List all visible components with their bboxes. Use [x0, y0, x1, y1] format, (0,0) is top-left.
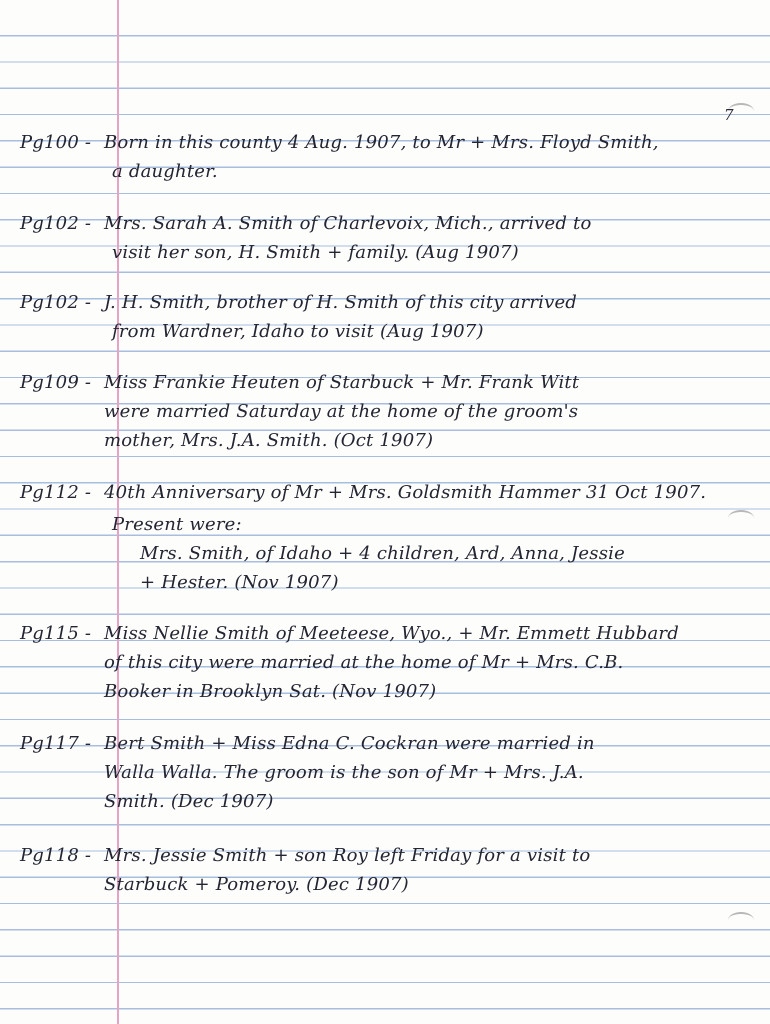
entry-text: a daughter. — [112, 161, 218, 182]
entry-continuation-line — [20, 874, 409, 895]
page-number: 7 — [724, 106, 734, 124]
entry-continuation-line — [20, 681, 436, 702]
entry-text: Mrs. Sarah A. Smith of Charlevoix, Mich., arrived to — [104, 213, 592, 234]
punch-hole — [728, 510, 754, 526]
entry-continuation-line — [20, 161, 218, 182]
entry-text: Mrs. Smith, of Idaho + 4 children, Ard, Anna, Jessie — [140, 543, 625, 564]
entry-text: Booker in Brooklyn Sat. (Nov 1907) — [104, 681, 437, 702]
page-reference: Pg102 - — [20, 292, 92, 313]
page-reference: Pg100 - — [20, 132, 92, 153]
margin-line — [117, 0, 119, 1024]
entry-first-line — [20, 733, 595, 754]
entry-text: Miss Frankie Heuten of Starbuck + Mr. Frank Witt — [104, 372, 580, 393]
entry-first-line — [20, 482, 706, 503]
entry-text: Miss Nellie Smith of Meeteese, Wyo., + Mr. Emmett Hubbard — [104, 623, 679, 644]
entry-first-line — [20, 623, 679, 644]
page-reference: Pg102 - — [20, 213, 92, 234]
entry-text: mother, Mrs. J.A. Smith. (Oct 1907) — [104, 430, 434, 451]
entry-text: from Wardner, Idaho to visit (Aug 1907) — [112, 321, 484, 342]
entry-text: + Hester. (Nov 1907) — [140, 572, 339, 593]
entry-text: of this city were married at the home of Mr + Mrs. C.B. — [104, 652, 624, 673]
page-reference: Pg115 - — [20, 623, 92, 644]
entry-continuation-line — [20, 652, 623, 673]
entry-first-line — [20, 132, 659, 153]
entry-text: Mrs. Jessie Smith + son Roy left Friday for a visit to — [104, 845, 591, 866]
entry-text: 40th Anniversary of Mr + Mrs. Goldsmith Hammer 31 Oct 1907. — [104, 482, 707, 503]
page-reference: Pg112 - — [20, 482, 92, 503]
entry-text: Smith. (Dec 1907) — [104, 791, 274, 812]
page-reference: Pg118 - — [20, 845, 92, 866]
entry-continuation-line — [20, 430, 433, 451]
entry-continuation-line — [20, 321, 484, 342]
entry-continuation-line — [20, 242, 519, 263]
entry-text: Walla Walla. The groom is the son of Mr + Mrs. J.A. — [104, 762, 584, 783]
entry-continuation-line — [20, 762, 584, 783]
entry-first-line — [20, 372, 579, 393]
entry-text: visit her son, H. Smith + family. (Aug 1907) — [112, 242, 519, 263]
entry-text: Present were: — [112, 514, 242, 535]
entry-first-line — [20, 845, 590, 866]
punch-hole — [728, 912, 754, 928]
entry-text: Born in this county 4 Aug. 1907, to Mr + Mrs. Floyd Smith, — [104, 132, 659, 153]
entry-text: Starbuck + Pomeroy. (Dec 1907) — [104, 874, 409, 895]
entry-continuation-line — [20, 791, 274, 812]
page-reference: Pg109 - — [20, 372, 92, 393]
entry-continuation-line — [20, 514, 242, 535]
entry-first-line — [20, 292, 577, 313]
entry-text: Bert Smith + Miss Edna C. Cockran were married in — [104, 733, 595, 754]
entry-text: J. H. Smith, brother of H. Smith of this city arrived — [104, 292, 578, 313]
entry-continuation-line — [20, 401, 578, 422]
entry-first-line — [20, 213, 592, 234]
entry-text: were married Saturday at the home of the groom's — [104, 401, 579, 422]
entry-continuation-line — [20, 543, 625, 564]
entry-continuation-line — [20, 572, 339, 593]
page-reference: Pg117 - — [20, 733, 92, 754]
